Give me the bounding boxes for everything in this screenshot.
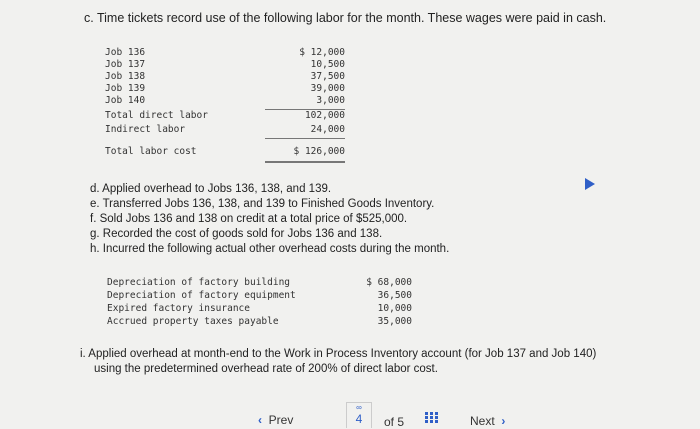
value: $ 126,000 xyxy=(293,146,345,157)
prev-label: Prev xyxy=(268,413,294,427)
item-e: e. Transferred Jobs 136, 138, and 139 to Finished Goods Inventory. xyxy=(90,198,435,210)
label: Accrued property taxes payable xyxy=(107,316,279,327)
value: 102,000 xyxy=(304,110,345,121)
value: 36,500 xyxy=(377,290,412,301)
label: Job 137 xyxy=(105,59,146,70)
value: $ 68,000 xyxy=(366,277,412,288)
label: Depreciation of factory building xyxy=(107,277,291,288)
value: $ 12,000 xyxy=(299,47,345,58)
value: 37,500 xyxy=(310,71,345,82)
double-rule xyxy=(265,161,345,165)
chevron-left-icon: ‹ xyxy=(258,413,262,427)
page-number: 4 xyxy=(355,412,363,426)
link-icon: ∞ xyxy=(356,403,362,412)
item-i xyxy=(80,347,596,377)
label: Job 138 xyxy=(105,71,146,82)
label: Indirect labor xyxy=(105,124,186,135)
divider xyxy=(265,138,345,139)
chevron-right-icon: › xyxy=(501,414,506,428)
label: Total direct labor xyxy=(105,110,208,121)
grid-icon[interactable] xyxy=(425,411,439,423)
item-d: d. Applied overhead to Jobs 136, 138, and 139. xyxy=(90,183,332,195)
prev-button[interactable] xyxy=(258,413,293,427)
labor-table xyxy=(105,47,345,167)
label: Job 140 xyxy=(105,95,146,106)
value: 10,000 xyxy=(377,303,412,314)
value: 10,500 xyxy=(310,59,345,70)
value: 3,000 xyxy=(316,95,345,106)
next-button[interactable] xyxy=(470,414,505,428)
label: Depreciation of factory equipment xyxy=(107,290,296,301)
next-label: Next xyxy=(470,414,495,428)
item-i-line: i. Applied overhead at month-end to the Work in Process Inventory account (for Job 137 and Job 140) xyxy=(80,348,597,360)
item-f: f. Sold Jobs 136 and 138 on credit at a total price of $525,000. xyxy=(90,213,408,225)
label: Total labor cost xyxy=(105,146,197,157)
cursor-icon xyxy=(585,178,595,190)
value: 24,000 xyxy=(310,124,345,135)
item-h: h. Incurred the following actual other overhead costs during the month. xyxy=(90,243,450,255)
label: Expired factory insurance xyxy=(107,303,250,314)
value: 35,000 xyxy=(377,316,412,327)
label: Job 136 xyxy=(105,47,146,58)
item-i-line: using the predetermined overhead rate of 200% of direct labor cost. xyxy=(94,363,438,375)
value: 39,000 xyxy=(310,83,345,94)
label: Job 139 xyxy=(105,83,146,94)
overhead-table xyxy=(107,277,412,329)
page-input[interactable] xyxy=(346,402,372,428)
page-count: of 5 xyxy=(384,415,405,429)
items-list xyxy=(90,182,449,257)
item-g: g. Recorded the cost of goods sold for Jobs 136 and 138. xyxy=(90,228,383,240)
part-c-text: c. Time tickets record use of the following labor for the month. These wages were paid in cash. xyxy=(84,11,607,25)
